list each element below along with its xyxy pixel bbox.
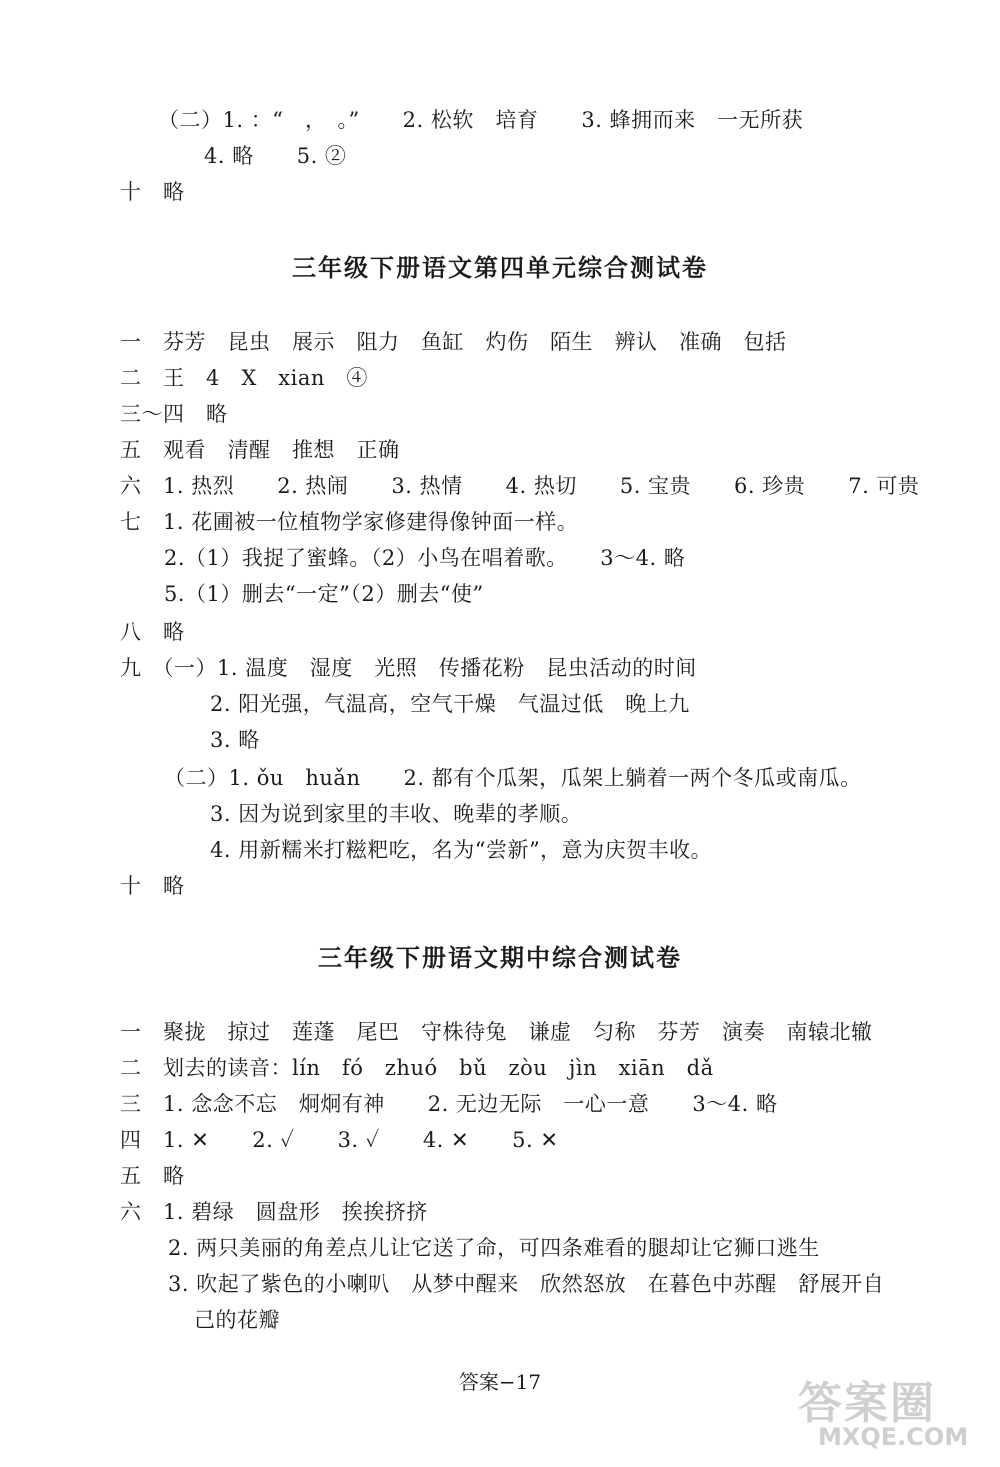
answer-line: 六 1. 碧绿 圆盘形 挨挨挤挤: [120, 1200, 428, 1224]
answer-line: 2.（1）我捉了蜜蜂。（2）小鸟在唱着歌。 3～4. 略: [164, 546, 686, 570]
answer-line: 九 （一）1. 温度 湿度 光照 传播花粉 昆虫活动的时间: [120, 656, 697, 680]
watermark-main-text: 答案圈: [798, 1378, 936, 1429]
answer-line: 四 1. ✕ 2. ✓ 3. ✓ 4. ✕ 5. ✕: [120, 1128, 559, 1152]
answer-line: 4. 用新糯米打糍粑吃，名为“尝新”，意为庆贺丰收。: [210, 838, 713, 862]
answer-line: 3. 略: [210, 728, 260, 752]
answer-line: 五 略: [120, 1164, 185, 1188]
answer-line: 一 芬芳 昆虫 展示 阻力 鱼缸 灼伤 陌生 辨认 准确 包括: [120, 330, 787, 354]
watermark-sub-text: MXQE.COM: [818, 1423, 969, 1451]
answer-line: 3. 因为说到家里的丰收、晚辈的孝顺。: [210, 802, 583, 826]
answer-line: （二）1. ：“ ， 。” 2. 松软 培育 3. 蜂拥而来 一无所获: [158, 108, 804, 132]
section-title-midterm: 三年级下册语文期中综合测试卷: [318, 944, 682, 972]
answer-line: 七 1. 花圃被一位植物学家修建得像钟面一样。: [120, 510, 579, 534]
answer-line: 二 王 4 X xian ④: [120, 366, 368, 390]
answer-line: 4. 略 5. ②: [204, 144, 347, 168]
section-title-unit4: 三年级下册语文第四单元综合测试卷: [292, 254, 708, 282]
page-number: 答案−17: [458, 1370, 542, 1394]
answer-line: 三 1. 念念不忘 炯炯有神 2. 无边无际 一心一意 3～4. 略: [120, 1092, 778, 1116]
answer-line: 十 略: [120, 180, 185, 204]
answer-line: 五 观看 清醒 推想 正确: [120, 438, 400, 462]
answer-line: 六 1. 热烈 2. 热闹 3. 热情 4. 热切 5. 宝贵 6. 珍贵 7. 可贵: [120, 474, 920, 498]
answer-line: 八 略: [120, 620, 185, 644]
answer-line: 一 聚拢 掠过 莲蓬 尾巴 守株待兔 谦虚 匀称 芬芳 演奏 南辕北辙: [120, 1020, 873, 1044]
answer-line: 己的花瓣: [194, 1308, 280, 1332]
watermark-logo: [784, 1367, 984, 1459]
answer-line: 3. 吹起了紫色的小喇叭 从梦中醒来 欣然怒放 在暮色中苏醒 舒展开自: [168, 1272, 885, 1296]
answer-line: 2. 两只美丽的角差点儿让它送了命，可四条难看的腿却让它狮口逃生: [168, 1236, 820, 1260]
answer-line: 十 略: [120, 874, 185, 898]
answer-line: 三～四 略: [120, 402, 228, 426]
answer-line: 5.（1）删去“一定”（2）删去“使”: [164, 582, 484, 606]
answer-line: （二）1. ǒu huǎn 2. 都有个瓜架，瓜架上躺着一两个冬瓜或南瓜。: [164, 766, 862, 790]
answer-line: 2. 阳光强，气温高，空气干燥 气温过低 晚上九: [210, 692, 690, 716]
answer-line: 二 划去的读音：lín fó zhuó bǔ zòu jìn xiān dǎ: [120, 1056, 714, 1080]
